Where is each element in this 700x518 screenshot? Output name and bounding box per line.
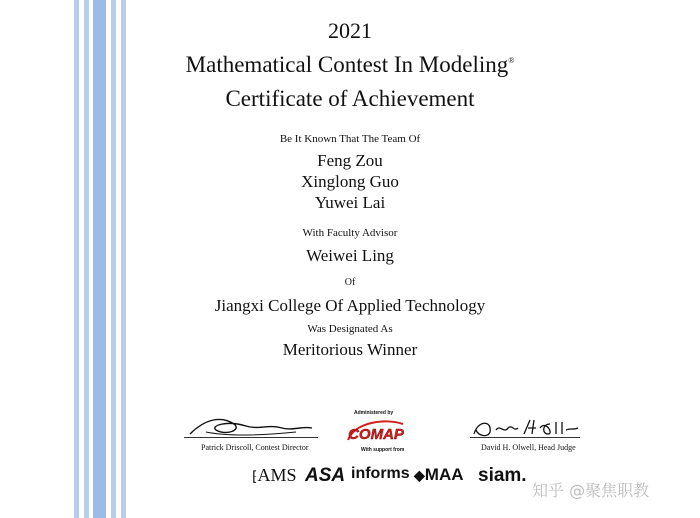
- institution-name: Jiangxi College Of Applied Technology: [214, 296, 486, 315]
- contest-title: [0, 52, 700, 78]
- judge-caption: David H. Olwell, Head Judge: [481, 443, 576, 452]
- director-signature-line: [184, 437, 318, 438]
- comap-logo-icon: [345, 416, 407, 446]
- judge-signature-line: [470, 437, 580, 438]
- team-intro: Be It Known That The Team Of: [279, 133, 421, 145]
- team-member: Feng Zou: [317, 151, 383, 170]
- director-signature: [186, 412, 316, 440]
- award-title: Meritorious Winner: [282, 340, 418, 359]
- contest-title-text: Mathematical Contest In Modeling: [185, 52, 509, 77]
- ams-logo: ⁅AMS: [252, 465, 297, 485]
- certificate-year: 2021: [328, 18, 372, 43]
- watermark-text: 知乎 @聚焦职教: [532, 481, 650, 500]
- director-caption: Patrick Driscoll, Contest Director: [201, 443, 309, 452]
- team-member: Xinglong Guo: [301, 172, 399, 191]
- registered-mark: ®: [508, 56, 515, 65]
- asa-logo: ASA: [305, 465, 346, 486]
- informs-logo: informs: [351, 465, 410, 482]
- team-member: Yuwei Lai: [314, 193, 386, 212]
- certificate-subtitle: Certificate of Achievement: [225, 86, 475, 111]
- maa-logo: ◆MAA: [414, 465, 464, 484]
- administered-by-label: Administered by: [354, 410, 394, 416]
- advisor-intro: With Faculty Advisor: [302, 227, 398, 239]
- faculty-advisor: Weiwei Ling: [306, 246, 394, 265]
- maa-logo-text: MAA: [424, 465, 464, 484]
- comap-logo-text: COMAP: [348, 426, 404, 443]
- of-label: Of: [344, 277, 356, 288]
- support-label: With support from: [361, 447, 405, 453]
- ams-logo-text: AMS: [257, 465, 297, 485]
- designation-intro: Was Designated As: [307, 323, 393, 335]
- siam-logo: siam.: [478, 465, 527, 486]
